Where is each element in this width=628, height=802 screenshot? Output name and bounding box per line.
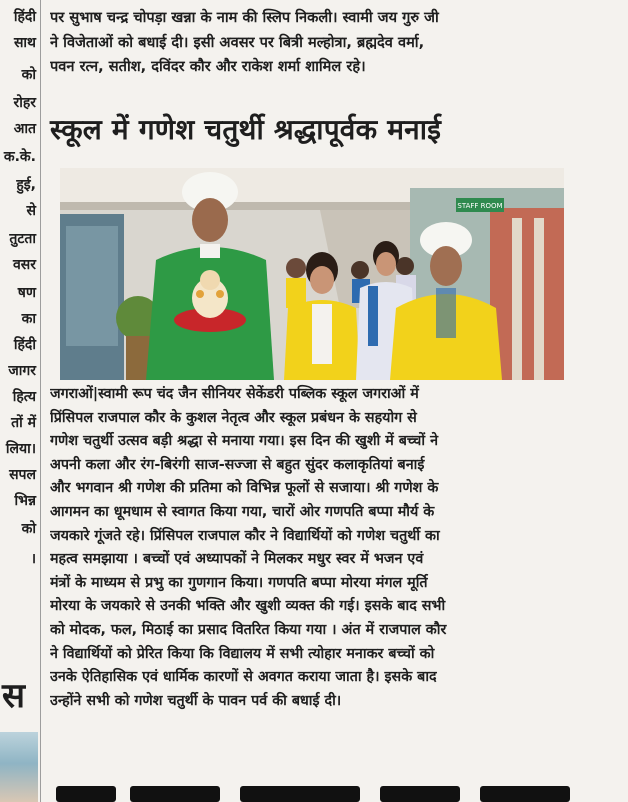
left-column-line: । [30, 551, 36, 567]
left-column-line: षण [17, 285, 36, 301]
previous-article-ending [50, 6, 578, 80]
paragraph-line: ने विजेताओं को बधाई दी। इसी अवसर पर बित्री मल्होत्रा, ब्रह्मदेव वर्मा, [50, 33, 425, 51]
paragraph-line: गणेश चतुर्थी उत्सव बड़ी श्रद्धा से मनाया गया। इस दिन की खुशी में बच्चों ने [50, 433, 439, 450]
paragraph-line: पवन रत्न, सतीश, दविंदर कौर और राकेश शर्मा शामिल रहे। [50, 58, 366, 75]
paragraph-line: उनके ऐतिहासिक एवं धार्मिक कारणों से अवगत कराया जाता है। इसके बाद [50, 669, 437, 686]
paragraph-line: पर सुभाष चन्द्र चोपड़ा खन्ना के नाम की स्लिप निकली। स्वामी जय गुरु जी [50, 9, 439, 26]
left-column-line: हुई, [16, 177, 36, 193]
paragraph-line: और भगवान श्री गणेश की प्रतिमा को विभिन्न फूलों से सजाया। श्री गणेश के [50, 480, 439, 497]
article-photo [60, 168, 564, 380]
paragraph-line-text: स्वामी रूप चंद जैन सीनियर सेकेंडरी पब्लिक स्कूल जगराओं में [98, 386, 419, 402]
paragraph-line: प्रिंसिपल राजपाल कौर के कुशल नेतृत्व और स्कूल प्रबंधन के सहयोग से [50, 409, 417, 426]
left-column-line: रोहर [13, 95, 36, 111]
left-column-line: लिया। [5, 441, 36, 457]
paragraph-line: जगराओं|स्वामी रूप चंद जैन सीनियर सेकेंडरी पब्लिक स्कूल जगराओं में [50, 386, 419, 402]
left-column-photo [0, 732, 38, 802]
left-column-line: तुटता [9, 231, 36, 247]
left-column-line: वसर [13, 257, 36, 273]
paragraph-line: उन्होंने सभी को गणेश चतुर्थी के पावन पर्व की बधाई दी। [50, 692, 342, 709]
left-column-line: क.के. [3, 149, 36, 165]
left-column-line: को [21, 67, 36, 83]
left-column-line: भिन्न [14, 493, 36, 509]
headline-fragment-glyphs [56, 786, 116, 802]
left-neighbor-column [0, 0, 41, 802]
paragraph-line: अपनी कला और रंग-बिरंगी साज-सज्जा से बहुत सुंदर कलाकृतियां बनाई [50, 456, 425, 473]
headline-fragment-glyphs [130, 786, 220, 802]
paragraph-line: महत्व समझाया । बच्चों एवं अध्यापकों ने मिलकर मधुर स्वर में भजन एवं [50, 551, 424, 568]
left-column-line: का [21, 311, 36, 327]
paragraph-line: मोरया के जयकारे से उनकी भक्ति और खुशी व्यक्त की गई। इसके बाद सभी [50, 598, 446, 615]
article-dateline: जगराओं [50, 386, 93, 402]
left-column-line: आत [13, 121, 36, 137]
paragraph-line: ने विद्यार्थियों को प्रेरित किया कि विद्यालय में सभी त्योहार मनाकर बच्चों को [50, 645, 435, 662]
headline-fragment-glyphs [240, 786, 360, 802]
paragraph-line: मंत्रों के माध्यम से प्रभु का गुणगान किया। गणपति बप्पा मोरया मंगल मूर्ति [50, 574, 428, 591]
left-column-heading-fragment: स [2, 676, 25, 716]
staff-room-sign: STAFF ROOM [457, 202, 503, 210]
left-column-line: हित्य [12, 389, 36, 405]
article-headline: स्कूल में गणेश चतुर्थी श्रद्धापूर्वक मनाई [50, 113, 442, 146]
headline-fragment-glyphs [380, 786, 460, 802]
paragraph-line: आगमन का धूमधाम से स्वागत किया गया, चारों ओर गणपति बप्पा मौर्य के [50, 503, 435, 520]
left-column-line: सपल [9, 467, 36, 483]
next-headline-fragment [50, 778, 578, 802]
paragraph-line: को मोदक, फल, मिठाई का प्रसाद वितरित किया गया । अंत में राजपाल कौर [50, 621, 447, 638]
left-column-line: साथ [13, 35, 36, 51]
paragraph-line: जयकारे गूंजते रहे। प्रिंसिपल राजपाल कौर ने विद्यार्थियों को गणेश चतुर्थी का [50, 527, 440, 544]
left-column-line: हिंदी [13, 9, 36, 25]
headline-fragment-glyphs [480, 786, 570, 802]
left-column-line: तों में [11, 415, 36, 431]
left-column-line: हिंदी [13, 337, 36, 353]
left-column-line: से [26, 203, 36, 219]
left-column-line: को [21, 521, 36, 537]
left-column-line: जागर [8, 363, 36, 379]
article-body [50, 383, 578, 713]
